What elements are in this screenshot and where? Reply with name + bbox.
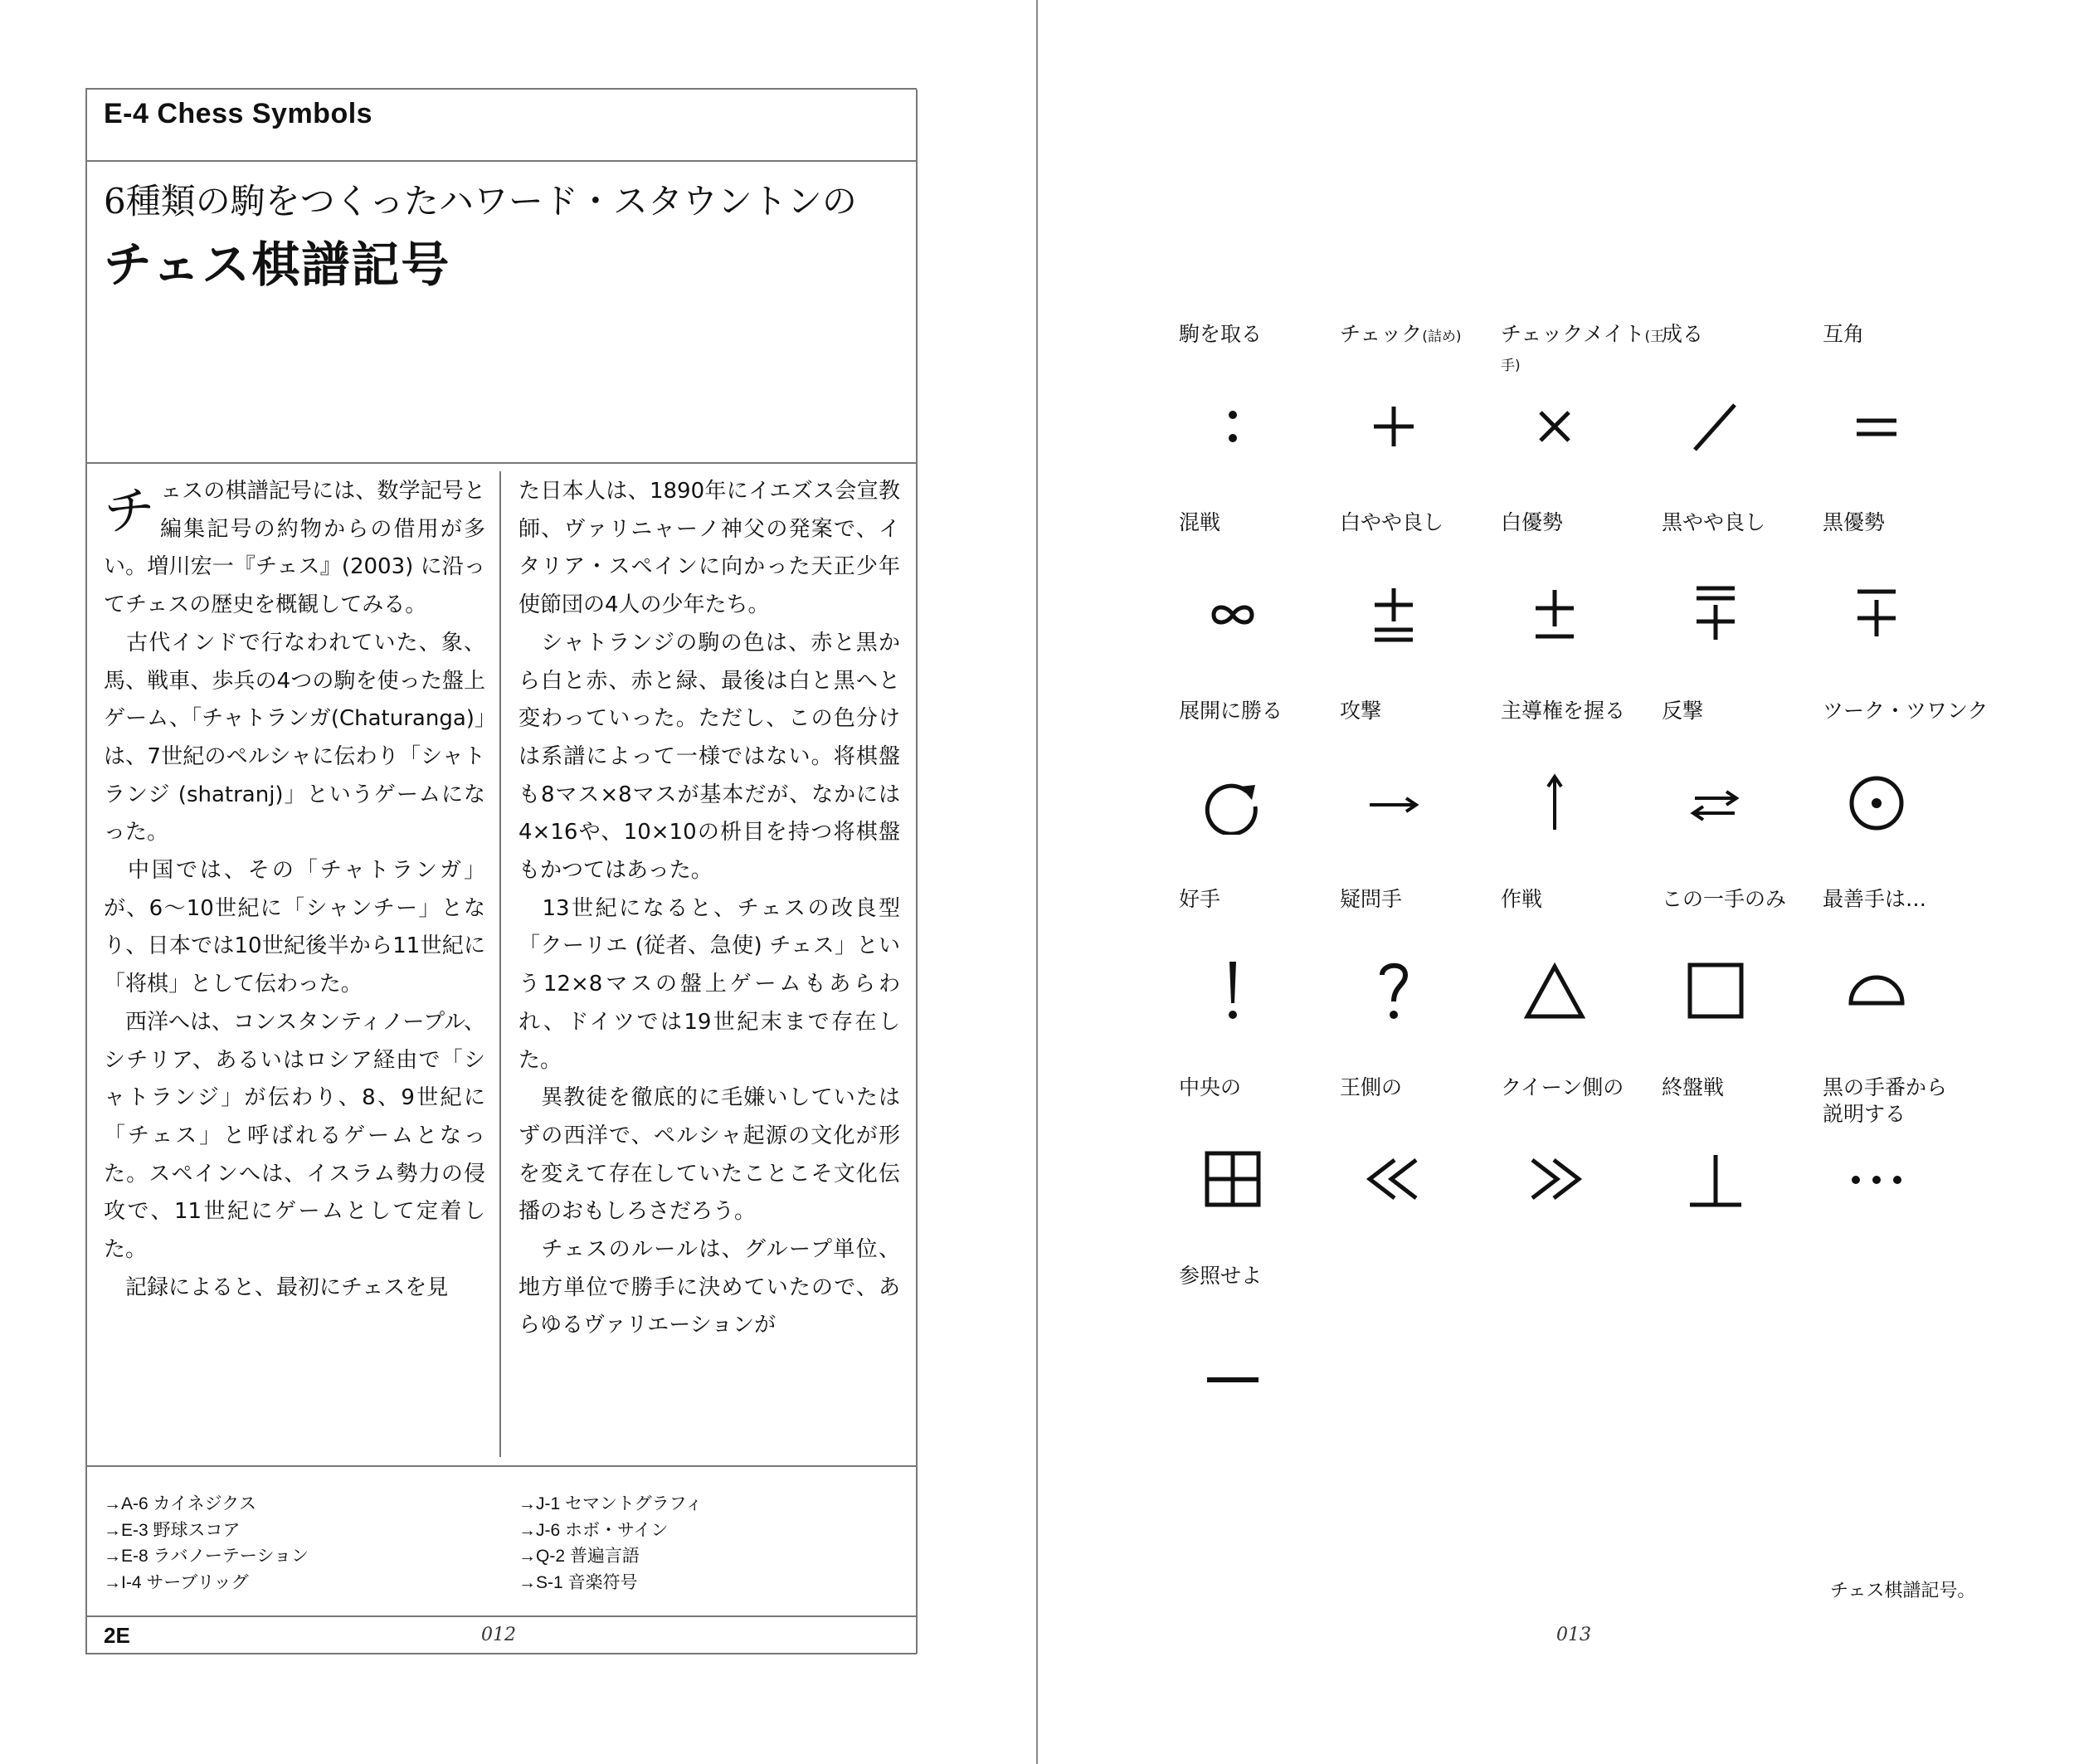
- symbol-label: チェックメイト(王手): [1501, 322, 1665, 374]
- symbol-counterattack: [1662, 698, 1819, 876]
- symbol-white-slight: [1340, 509, 1497, 688]
- clockwise-arrow-icon: [1195, 768, 1278, 835]
- body-paragraph: 古代インドで行なわれていた、象、馬、戦車、歩兵の4つの駒を使った盤上ゲーム、「チャトランガ(Chaturanga)」は、7世紀のペルシャに伝わり「シャトランジ (shatranj)」というゲームになった。: [104, 630, 485, 845]
- folio-rule: [85, 1615, 917, 1617]
- section-code: E-4 Chess Symbols: [104, 98, 373, 129]
- symbol-check: [1340, 321, 1497, 499]
- cross-reference-link[interactable]: →A-6 カイネジクス: [104, 1494, 257, 1513]
- symbol-black-slight: [1662, 509, 1819, 688]
- colon-icon: [1195, 392, 1278, 458]
- body-paragraph: チェスの棋譜記号には、数学記号と編集記号の約物からの借用が多い。増川宏一『チェス』(2003) に沿ってチェスの歴史を概観してみる。: [104, 479, 485, 618]
- symbol-black-to-move: [1823, 1074, 1980, 1253]
- symbol-strategy: [1501, 886, 1658, 1065]
- symbol-label: 黒優勢: [1823, 510, 1886, 534]
- left-right-arrows-icon: [1678, 768, 1761, 835]
- body-paragraph: 西洋へは、コンスタンティノープル、シチリア、あるいはロシア経由で「シャトランジ」が伝わり、8、9世紀に「チェス」と呼ばれるゲームとなった。スペインへは、イスラム勢力の侵攻で、11世紀にゲームとして定着した。: [104, 1009, 485, 1263]
- symbol-development: [1179, 698, 1336, 876]
- up-arrow-icon: [1517, 768, 1600, 835]
- equals-over-plus-icon: [1678, 580, 1761, 646]
- cross-reference-link[interactable]: →Q-2 普遍言語: [518, 1547, 640, 1566]
- dash-icon: [1195, 1333, 1278, 1400]
- double-left-chevron-icon: [1356, 1145, 1439, 1211]
- symbol-label: 展開に勝る: [1179, 699, 1283, 723]
- cross-reference-link[interactable]: →J-6 ホボ・サイン: [518, 1520, 669, 1540]
- body-paragraph: 13世紀になると、チェスの改良型「クーリエ (従者、急使) チェス」という12×8マスの盤上ゲームもあらわれ、ドイツでは19世紀末まで存在した。: [518, 895, 900, 1073]
- circled-dot-icon: [1839, 768, 1922, 835]
- symbol-good-move: [1179, 886, 1336, 1065]
- body-paragraph: シャトランジの駒の色は、赤と黒から白と赤、赤と緑、最後は白と黒へと変わっていった。ただし、この色分けは系譜によって一様ではない。将棋盤も8マス×8マスが基本だが、なかには4×16や、10×10の枡目を持つ将棋盤もかつてはあった。: [518, 630, 900, 884]
- left-page: [0, 0, 1036, 1764]
- cross-reference-link[interactable]: →I-4 サーブリッグ: [104, 1572, 249, 1592]
- symbol-label: この一手のみ: [1662, 887, 1787, 911]
- top-rule: [85, 88, 917, 90]
- symbol-unclear: [1179, 509, 1336, 688]
- bottom-rule: [85, 1653, 917, 1654]
- times-icon: [1517, 392, 1600, 458]
- column-divider: [499, 471, 501, 1457]
- symbol-capture: [1179, 321, 1336, 499]
- symbol-label: 駒を取る: [1179, 322, 1263, 346]
- symbol-see: [1179, 1263, 1336, 1441]
- cross-reference-link[interactable]: →E-3 野球スコア: [104, 1520, 241, 1540]
- cross-reference-link[interactable]: →J-1 セマントグラフィ: [518, 1494, 703, 1513]
- symbol-label: 攻撃: [1340, 699, 1382, 723]
- symbol-label: 成る: [1662, 322, 1704, 346]
- symbol-label: 反撃: [1662, 699, 1704, 723]
- minus-plus-icon: [1839, 580, 1922, 646]
- header-rule: [85, 160, 917, 162]
- symbol-label: 終盤戦: [1662, 1075, 1725, 1099]
- symbol-only-move: [1662, 886, 1819, 1065]
- page-number: 013: [1556, 1625, 1591, 1645]
- symbol-label: 白優勢: [1501, 510, 1564, 534]
- symbol-best-move: [1823, 886, 1980, 1065]
- symbol-white-advantage: [1501, 509, 1658, 688]
- body-column-2: [518, 473, 900, 1345]
- right-page: [1038, 0, 2074, 1764]
- symbol-label: ツーク・ツワンク: [1823, 699, 1989, 723]
- infinity-icon: [1195, 580, 1278, 646]
- symbol-label: 好手: [1179, 887, 1221, 911]
- symbol-black-advantage: [1823, 509, 1980, 688]
- body-paragraph: チェスのルールは、グループ単位、地方単位で勝手に決めていたので、あらゆるヴァリエーションが: [518, 1237, 900, 1338]
- right-arrow-icon: [1356, 768, 1439, 835]
- body-column-1: [104, 473, 485, 1307]
- page-number: 012: [481, 1625, 516, 1645]
- three-dots-icon: [1839, 1145, 1922, 1211]
- body-paragraph: 異教徒を徹底的に毛嫌いしていたはずの西洋で、ペルシャ起源の文化が形を変えて存在していたことこそ文化伝播のおもしろさだろう。: [518, 1085, 900, 1225]
- exclamation-icon: [1195, 957, 1278, 1023]
- symbol-label: 混戦: [1179, 510, 1221, 534]
- plus-icon: [1356, 392, 1439, 458]
- square-icon: [1678, 957, 1761, 1023]
- symbol-label: 中央の: [1179, 1075, 1242, 1099]
- question-icon: [1356, 957, 1439, 1023]
- cross-reference-link[interactable]: →E-8 ラバノーテーション: [104, 1547, 309, 1566]
- figure-caption: チェス棋譜記号。: [1830, 1581, 1976, 1601]
- half-circle-icon: [1839, 957, 1922, 1023]
- slash-icon: [1678, 392, 1761, 458]
- triangle-icon: [1517, 957, 1600, 1023]
- symbol-label: 王側の: [1340, 1075, 1403, 1099]
- symbol-initiative: [1501, 698, 1658, 876]
- symbol-attack: [1340, 698, 1497, 876]
- symbol-label: 主導権を握る: [1501, 699, 1626, 723]
- title-rule: [85, 462, 917, 464]
- symbol-equal: [1823, 321, 1980, 499]
- page-title: チェス棋譜記号: [104, 236, 451, 293]
- double-right-chevron-icon: [1517, 1145, 1600, 1211]
- body-paragraph: 記録によると、最初にチェスを見: [125, 1274, 449, 1300]
- body-paragraph: た日本人は、1890年にイエズス会宣教師、ヴァリニャーノ神父の発案で、イタリア・スペインに向かった天正少年使節団の4人の少年たち。: [518, 479, 900, 618]
- cross-reference-list: [104, 1491, 309, 1596]
- symbol-label: チェック(詰め): [1340, 322, 1462, 346]
- symbol-queenside: [1501, 1074, 1658, 1253]
- cross-reference-link[interactable]: →S-1 音楽符号: [518, 1572, 638, 1592]
- quartered-square-icon: [1195, 1145, 1278, 1211]
- symbol-label: 参照せよ: [1179, 1264, 1263, 1288]
- body-paragraph: 中国では、その「チャトランガ」が、6～10世紀に「シャンチー」となり、日本では10世紀後半から11世紀に「将棋」として伝わった。: [104, 858, 485, 997]
- up-tack-icon: [1678, 1145, 1761, 1211]
- equals-icon: [1839, 392, 1922, 458]
- subtitle: 6種類の駒をつくったハワード・スタウントンの: [104, 181, 857, 222]
- symbol-label: 白やや良し: [1340, 510, 1444, 534]
- cross-reference-list: [518, 1491, 703, 1596]
- symbol-checkmate: [1501, 321, 1665, 499]
- symbol-dubious-move: [1340, 886, 1497, 1065]
- symbol-label: 作戦: [1501, 887, 1543, 911]
- plus-over-equals-icon: [1356, 580, 1439, 646]
- symbol-centre: [1179, 1074, 1336, 1253]
- symbol-label: 互角: [1823, 322, 1865, 346]
- symbol-label: 黒やや良し: [1662, 510, 1766, 534]
- symbol-label: クイーン側の: [1501, 1075, 1624, 1099]
- symbol-kingside: [1340, 1074, 1497, 1253]
- symbol-label: 黒の手番から説明する: [1823, 1075, 1948, 1126]
- symbol-label: 最善手は…: [1823, 887, 1927, 911]
- drop-cap: チ: [104, 480, 156, 541]
- plus-minus-icon: [1517, 580, 1600, 646]
- symbol-label: 疑問手: [1340, 887, 1403, 911]
- symbol-zugzwang: [1823, 698, 1989, 876]
- footer-rule: [85, 1465, 917, 1467]
- folio-code: 2E: [104, 1623, 130, 1648]
- symbol-promote: [1662, 321, 1819, 499]
- symbol-endgame: [1662, 1074, 1819, 1253]
